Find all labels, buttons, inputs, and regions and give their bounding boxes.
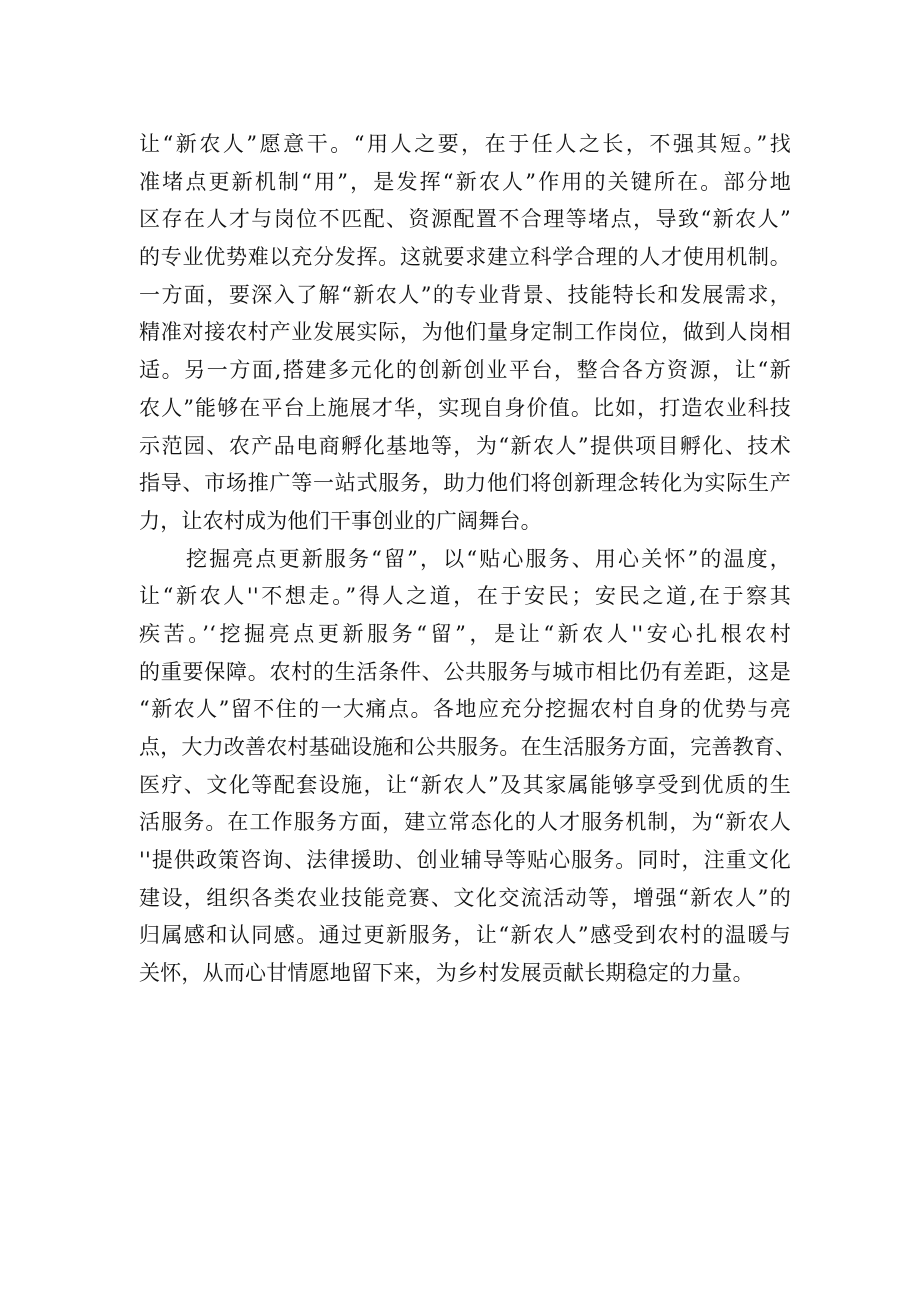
text-line: 归属感和认同感。通过更新服务，让“新农人”感受到农村的温暖与 (139, 923, 791, 948)
text-line: 精准对接农村产业发展实际，为他们量身定制工作岗位，做到人岗相 (139, 320, 791, 345)
text-line: ''提供政策咨询、法律援助、创业辅导等贴心服务。同时，注重文化 (139, 848, 791, 873)
paragraph-retain-service (139, 541, 797, 993)
text-line: 力，让农村成为他们干事创业的广阔舞台。 (139, 508, 542, 533)
text-line: 建设，组织各类农业技能竞赛、文化交流活动等，增强“新农人”的 (139, 885, 791, 910)
text-line: 区存在人才与岗位不匹配、资源配置不合理等堵点，导致“新农人” (139, 207, 791, 232)
text-line: 一方面，要深入了解“新农人”的专业背景、技能特长和发展需求， (139, 282, 791, 307)
text-line: 示范园、农产品电商孵化基地等，为“新农人”提供项目孵化、技术 (139, 433, 791, 458)
text-line: 关怀，从而心甘情愿地留下来，为乡村发展贡献长期稳定的力量。 (139, 961, 754, 986)
text-line: 让“新农人''不想走。”得人之道，在于安民；安民之道,在于察其 (139, 584, 791, 609)
text-line: 让“新农人”愿意干。“用人之要，在于任人之长，不强其短。”找 (139, 132, 791, 156)
text-line: 指导、市场推广等一站式服务，助力他们将创新理念转化为实际生产 (139, 471, 791, 496)
article-body (139, 126, 797, 993)
text-line: 适。另一方面,搭建多元化的创新创业平台，整合各方资源，让“新 (139, 358, 791, 383)
paragraph-use-mechanism (139, 126, 791, 541)
text-line: 的重要保障。农村的生活条件、公共服务与城市相比仍有差距，这是 (139, 659, 791, 684)
text-line: 医疗、文化等配套设施，让“新农人”及其家属能够享受到优质的生 (139, 772, 791, 797)
text-line: 活服务。在工作服务方面，建立常态化的人才服务机制，为“新农人 (139, 810, 791, 835)
text-line: 准堵点更新机制“用”，是发挥“新农人”作用的关键所在。部分地 (139, 169, 791, 194)
text-line: 农人”能够在平台上施展才华，实现自身价值。比如，打造农业科技 (139, 395, 791, 420)
text-line: “新农人”留不住的一大痛点。各地应充分挖掘农村自身的优势与亮 (139, 697, 791, 722)
text-line: 挖掘亮点更新服务“留”，以“贴心服务、用心关怀”的温度， (186, 546, 791, 571)
text-line: 的专业优势难以充分发挥。这就要求建立科学合理的人才使用机制。 (139, 245, 791, 270)
text-line: 点，大力改善农村基础设施和公共服务。在生活服务方面，完善教育、 (139, 735, 797, 759)
text-line: 疾苦。’‘挖掘亮点更新服务“留”，是让“新农人''安心扎根农村 (139, 621, 791, 646)
